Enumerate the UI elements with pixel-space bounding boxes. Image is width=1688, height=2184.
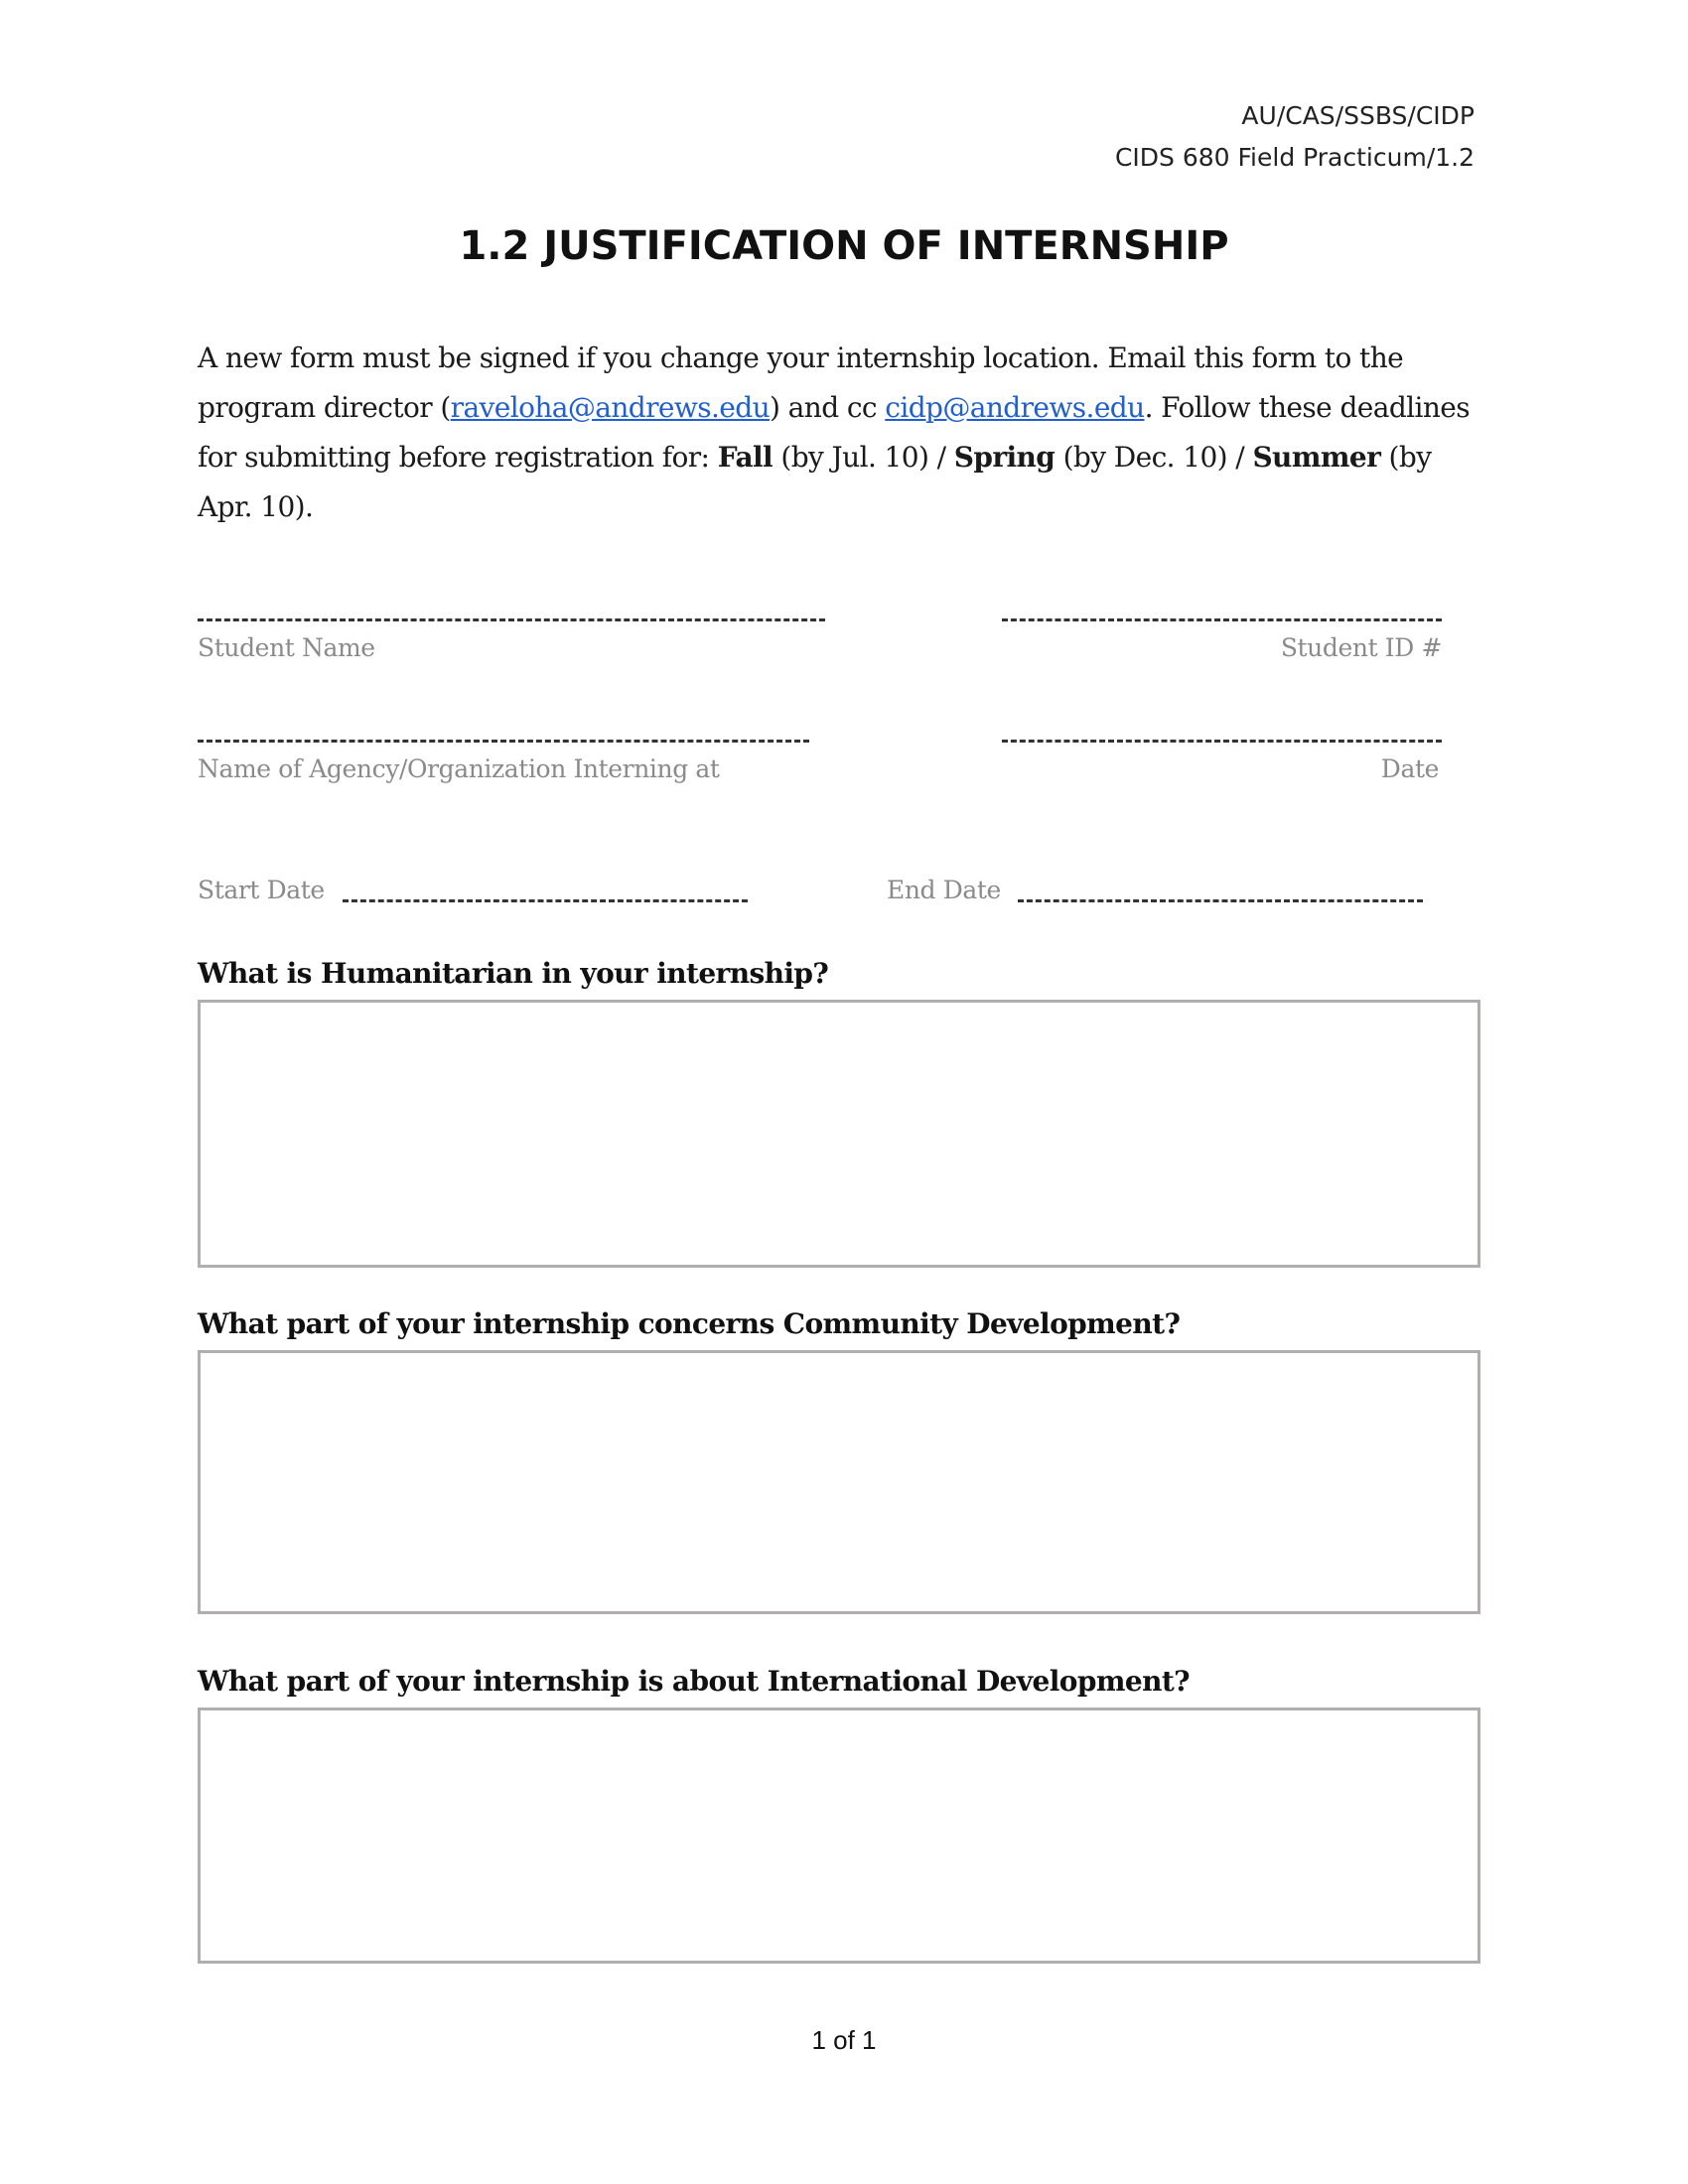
summer-deadline: (by Apr. 10). [198, 441, 1432, 523]
humanitarian-answer-box[interactable] [198, 1000, 1480, 1268]
agency-name-label: Name of Agency/Organization Interning at [198, 754, 720, 783]
spring-term: Spring [953, 441, 1055, 474]
student-name-label: Student Name [198, 633, 375, 662]
agency-name-field[interactable] [198, 740, 809, 743]
student-id-label: Student ID # [1280, 633, 1442, 662]
question-community-development: What part of your internship concerns Community Development? [198, 1307, 1181, 1340]
end-date-label: End Date [887, 876, 1001, 904]
intro-text: ) and cc [770, 391, 886, 424]
cidp-email-link[interactable]: cidp@andrews.edu [885, 391, 1145, 424]
fall-deadline: (by Jul. 10) / [773, 441, 954, 474]
intro-text: . Follow these deadlines for submitting before registration for: [198, 391, 1471, 474]
start-date-label: Start Date [198, 876, 325, 904]
question-international-development: What part of your internship is about International Development? [198, 1665, 1190, 1698]
header-code: AU/CAS/SSBS/CIDP [1241, 101, 1475, 130]
page-title: 1.2 JUSTIFICATION OF INTERNSHIP [459, 223, 1229, 269]
student-name-field[interactable] [198, 618, 825, 621]
summer-term: Summer [1252, 441, 1381, 474]
question-humanitarian: What is Humanitarian in your internship? [198, 957, 829, 990]
page-number: 1 of 1 [811, 2025, 877, 2055]
date-field[interactable] [1002, 740, 1442, 743]
student-id-field[interactable] [1002, 618, 1442, 621]
intro-text: A new form must be signed if you change your internship location. Email this form to the program director ( [198, 341, 1404, 424]
international-development-answer-box[interactable] [198, 1707, 1480, 1964]
header-course: CIDS 680 Field Practicum/1.2 [1114, 143, 1475, 172]
start-date-field[interactable] [343, 899, 748, 902]
intro-paragraph [198, 334, 1478, 532]
date-label: Date [1380, 754, 1439, 783]
end-date-field[interactable] [1018, 899, 1423, 902]
director-email-link[interactable]: raveloha@andrews.edu [450, 391, 771, 424]
fall-term: Fall [717, 441, 774, 474]
spring-deadline: (by Dec. 10) / [1055, 441, 1253, 474]
community-development-answer-box[interactable] [198, 1350, 1480, 1614]
